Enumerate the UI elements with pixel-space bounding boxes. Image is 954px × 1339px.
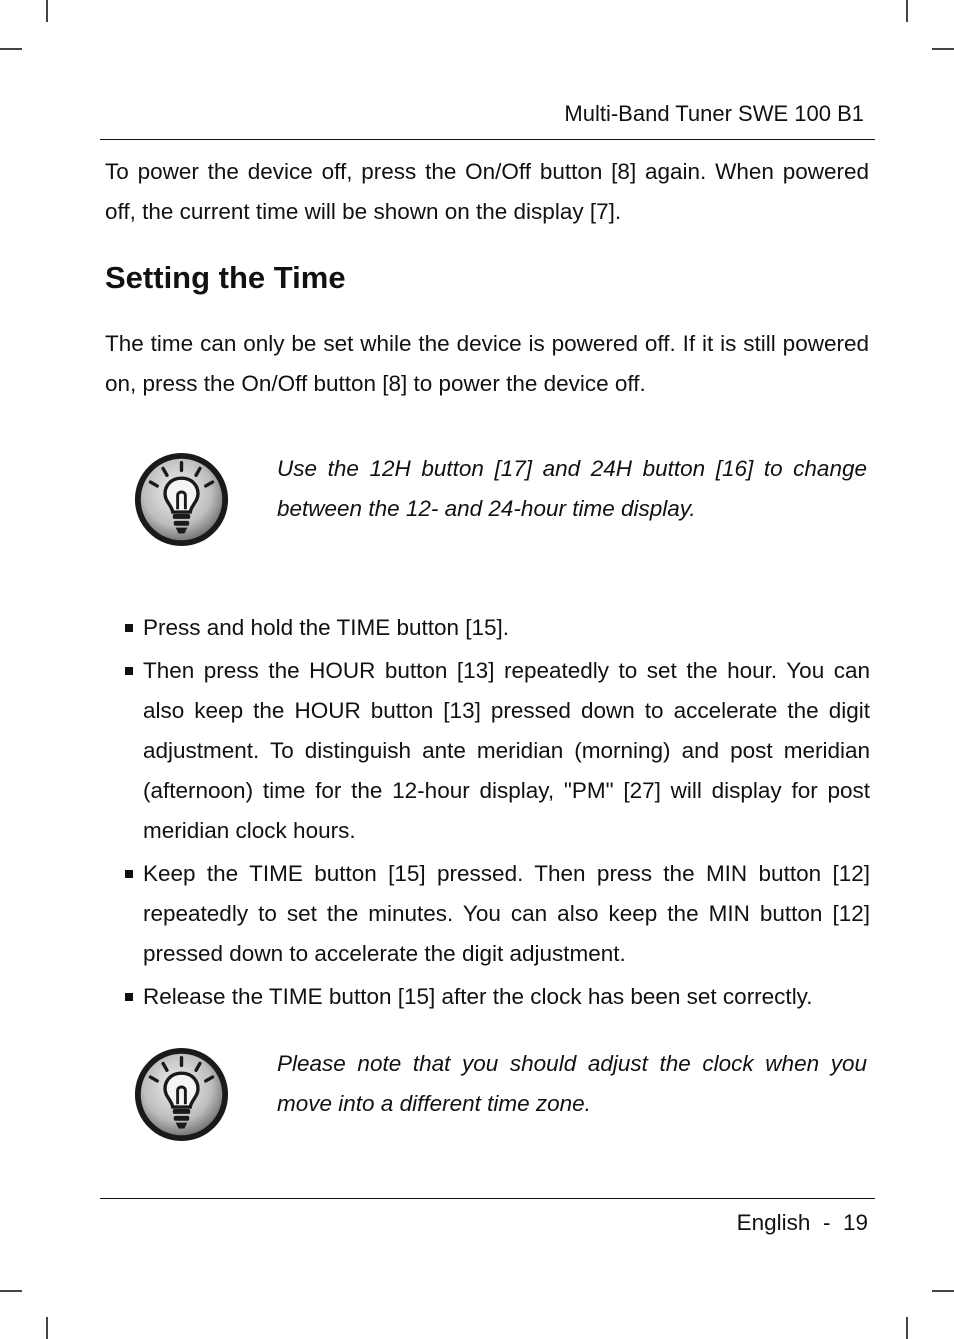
bullet-square-icon bbox=[125, 870, 133, 878]
page-footer bbox=[737, 1208, 868, 1238]
lightbulb-icon bbox=[133, 1045, 230, 1144]
bullet-square-icon bbox=[125, 667, 133, 675]
section-paragraph: The time can only be set while the device is powered off. If it is still powered on, press the On/Off button [8] to power the device off. bbox=[105, 331, 869, 396]
footer-rule bbox=[100, 1198, 875, 1199]
bullet-square-icon bbox=[125, 993, 133, 1001]
bullet-square-icon bbox=[125, 624, 133, 632]
list-item: Keep the TIME button [15] pressed. Then press the MIN button [12] repeatedly to set the minutes. You can also keep the MIN button [12] pressed down to accelerate the digit adjustment. bbox=[125, 854, 870, 974]
list-item: Release the TIME button [15] after the clock has been set correctly. bbox=[125, 977, 870, 1017]
list-item: Then press the HOUR button [13] repeatedly to set the hour. You can also keep the HOUR button [13] pressed down to accelerate the digit adjustment. To distinguish ante meridian (morning) and post meridian (afternoon) time for the 12-hour display, "PM" [27] will display for post meridian clock hours. bbox=[125, 651, 870, 851]
crop-mark bbox=[932, 1290, 954, 1292]
crop-mark bbox=[0, 1290, 22, 1292]
crop-mark bbox=[906, 1317, 908, 1339]
tip-text: Use the 12H button [17] and 24H button [16] to change between the 12- and 24-hour time display. bbox=[277, 456, 867, 521]
tip-text: Please note that you should adjust the clock when you move into a different time zone. bbox=[277, 1051, 867, 1116]
page-number: 19 bbox=[842, 1210, 868, 1235]
intro-paragraph: To power the device off, press the On/Off button [8] again. When powered off, the current time will be shown on the display [7]. bbox=[105, 159, 869, 224]
crop-mark bbox=[46, 0, 48, 22]
section-heading: Setting the Time bbox=[105, 260, 346, 295]
steps-list bbox=[125, 608, 870, 1020]
crop-mark bbox=[932, 48, 954, 50]
footer-language: English bbox=[736, 1210, 811, 1235]
lightbulb-icon bbox=[133, 450, 230, 549]
running-header: Multi-Band Tuner SWE 100 B1 bbox=[564, 101, 864, 126]
crop-mark bbox=[46, 1317, 48, 1339]
crop-mark bbox=[906, 0, 908, 22]
header-rule bbox=[100, 139, 875, 140]
crop-mark bbox=[0, 48, 22, 50]
footer-separator: - bbox=[822, 1210, 831, 1235]
list-item: Press and hold the TIME button [15]. bbox=[125, 608, 870, 648]
